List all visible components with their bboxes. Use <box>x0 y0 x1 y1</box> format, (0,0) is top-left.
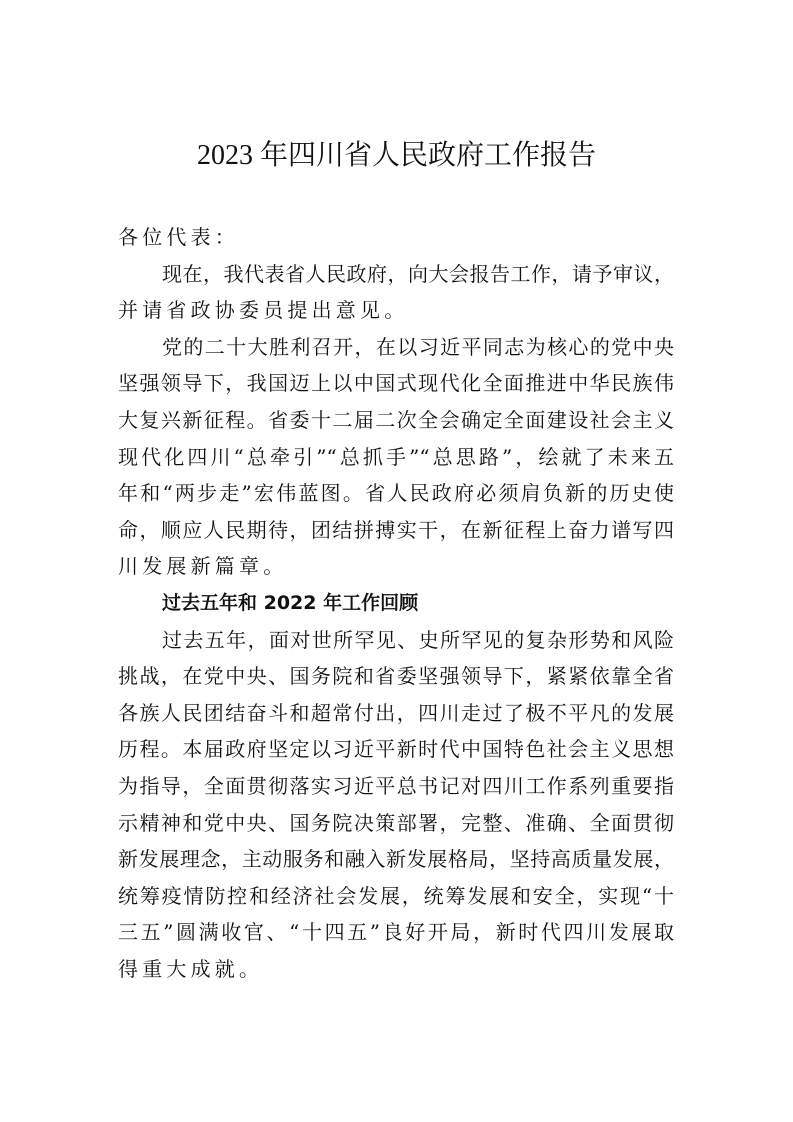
paragraph-2 <box>118 329 674 585</box>
text-line: 三五”圆满收官、“十四五”良好开局，新时代四川发展取 <box>118 920 674 945</box>
text-line: 并请省政协委员提出意见。 <box>118 298 409 323</box>
text-line: 党的二十大胜利召开，在以习近平同志为核心的党中央 <box>162 334 674 359</box>
text-line: 示精神和党中央、国务院决策部署，完整、准确、全面贯彻 <box>118 810 674 835</box>
text-line: 坚强领导下，我国迈上以中国式现代化全面推进中华民族伟 <box>118 371 674 396</box>
paragraph-3 <box>118 622 674 988</box>
text-line: 大复兴新征程。省委十二届二次全会确定全面建设社会主义 <box>118 407 674 432</box>
text-line: 过去五年，面对世所罕见、史所罕见的复杂形势和风险 <box>162 627 674 652</box>
text-line: 各族人民团结奋斗和超常付出，四川走过了极不平凡的发展 <box>118 700 674 725</box>
text-line: 现在，我代表省人民政府，向大会报告工作，请予审议， <box>162 261 674 286</box>
document-title: 2023 年四川省人民政府工作报告 <box>196 140 596 171</box>
text-line: 历程。本届政府坚定以习近平新时代中国特色社会主义思想 <box>118 737 674 762</box>
text-line: 川发展新篇章。 <box>118 554 288 579</box>
text-line: 为指导，全面贯彻落实习近平总书记对四川工作系列重要指 <box>118 773 674 798</box>
salutation: 各位代表： <box>118 225 239 249</box>
text-line: 年和“两步走”宏伟蓝图。省人民政府必须肩负新的历史使 <box>118 481 674 506</box>
paragraph-1 <box>118 256 674 329</box>
section-heading: 过去五年和 2022 年工作回顾 <box>162 591 419 614</box>
text-line: 挑战，在党中央、国务院和省委坚强领导下，紧紧依靠全省 <box>118 664 674 689</box>
document-body <box>118 219 674 987</box>
text-line: 新发展理念，主动服务和融入新发展格局，坚持高质量发展， <box>118 847 674 872</box>
text-line: 统筹疫情防控和经济社会发展，统筹发展和安全，实现“十 <box>118 883 674 908</box>
text-line: 得重大成就。 <box>118 956 264 981</box>
text-line: 命，顺应人民期待，团结拼搏实干，在新征程上奋力谱写四 <box>118 517 674 542</box>
text-line: 现代化四川“总牵引”“总抓手”“总思路”，绘就了未来五 <box>118 444 674 469</box>
